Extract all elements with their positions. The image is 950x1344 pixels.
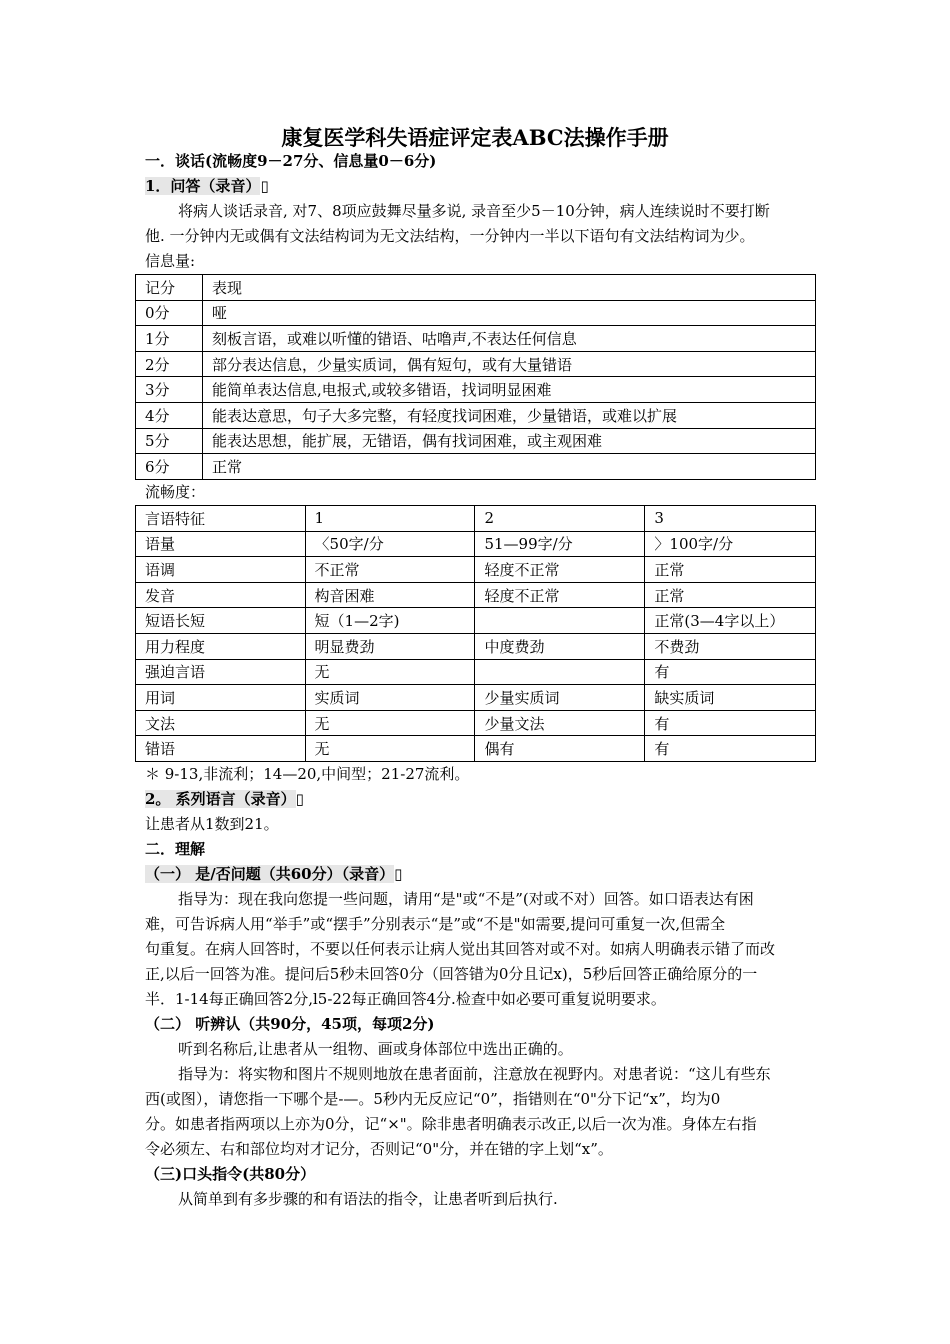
table-cell: 明显费劲 (305, 633, 475, 659)
paragraph-line: 指导为：现在我向您提一些问题，请用“是"或“不是”(对或不对）回答。如口语表达有困 (178, 890, 754, 908)
table-cell: 少量文法 (475, 710, 645, 736)
paragraph-line: 将病人谈话录音, 对7、8项应鼓舞尽量多说, 录音至少5－10分钟，病人连续说时不要打断 (178, 202, 770, 220)
table-cell: 轻度不正常 (475, 582, 645, 608)
table-row (136, 659, 816, 685)
table-row (136, 402, 816, 428)
table-cell: 无 (305, 710, 475, 736)
paragraph-line: 令必须左、右和部位均对才记分，否则记“0"分，并在错的字上划“x”。 (145, 1140, 613, 1158)
table-cell: 少量实质词 (475, 685, 645, 711)
table-row (136, 531, 816, 557)
table-cell: 6分 (136, 454, 203, 480)
paragraph-line: 听到名称后,让患者从一组物、画或身体部位中选出正确的。 (178, 1040, 573, 1058)
table-cell: 〉100字/分 (645, 531, 816, 557)
table-cell: 轻度不正常 (475, 557, 645, 583)
section-2-heading: 二．理解 (145, 840, 206, 858)
subsection-1-heading: （一） 是/否问题（共60分）（录音）▯ (145, 865, 403, 883)
paragraph-line: 西(或图），请您指一下哪个是-—。5秒内无反应记“0”，指错则在“0"分下记“x”，均为0 (145, 1090, 721, 1108)
table-row (136, 736, 816, 762)
paragraph-line: 正,以后一回答为准。提问后5秒未回答0分（回答错为0分且记x)，5秒后回答正确给原分的一 (145, 965, 758, 983)
table-cell: 用力程度 (136, 633, 306, 659)
table-cell: 有 (645, 710, 816, 736)
table-header-cell: 2 (475, 506, 645, 532)
table-row (136, 685, 816, 711)
table-row (136, 710, 816, 736)
table-cell (475, 608, 645, 634)
subsection-2-heading: （二） 听辨认（共90分，45项，每项2分) (145, 1015, 435, 1033)
table-cell: 能简单表达信息,电报式,或较多错语，找词明显困难 (203, 377, 816, 403)
paragraph-line: 句重复。在病人回答时，不要以任何表示让病人觉出其回答对或不对。如病人明确表示错了而改 (145, 940, 776, 958)
table-cell: 用词 (136, 685, 306, 711)
table-cell (475, 659, 645, 685)
table-row (136, 582, 816, 608)
table-cell: 4分 (136, 402, 203, 428)
table-cell: 能表达意思，句子大多完整，有轻度找词困难，少量错语，或难以扩展 (203, 402, 816, 428)
table-cell: 51—99字/分 (475, 531, 645, 557)
table-cell: 构音困难 (305, 582, 475, 608)
paragraph-line: 半．1-14每正确回答2分,l5-22每正确回答4分.检查中如必要可重复说明要求。 (145, 990, 666, 1008)
table-cell: 实质词 (305, 685, 475, 711)
table-row (136, 377, 816, 403)
table-header-row (136, 275, 816, 301)
table-header-cell: 1 (305, 506, 475, 532)
question-2-heading-text: 2。 系列语言（录音） (145, 790, 296, 808)
paragraph-line: 分。如患者指两项以上亦为0分，记“×"。除非患者明确表示改正,以后一次为准。身体左右指 (145, 1115, 757, 1133)
table-cell: 1分 (136, 326, 203, 352)
table-cell: 语调 (136, 557, 306, 583)
table-row (136, 326, 816, 352)
table-cell: 无 (305, 736, 475, 762)
table-cell: 不费劲 (645, 633, 816, 659)
table-cell: 〈50字/分 (305, 531, 475, 557)
table-row (136, 428, 816, 454)
paragraph-line: 从简单到有多步骤的和有语法的指令，让患者听到后执行. (178, 1190, 558, 1208)
fluency-table (135, 505, 816, 762)
section-1-heading: 一．谈话(流畅度9－27分、信息量0－6分) (145, 152, 437, 170)
table-cell: 部分表达信息，少量实质词，偶有短句，或有大量错语 (203, 351, 816, 377)
fluency-note: ＊ 9-13,非流利；14—20,中间型；21-27流利。 (145, 765, 470, 783)
table-cell: 能表达思想，能扩展，无错语，偶有找词困难，或主观困难 (203, 428, 816, 454)
table-cell: 哑 (203, 300, 816, 326)
table-header-row (136, 506, 816, 532)
paragraph-line: 难，可告诉病人用“举手”或“摆手”分别表示“是”或“不是"如需要,提问可重复一次,但需全 (145, 915, 726, 933)
table-cell: 3分 (136, 377, 203, 403)
table-cell: 正常 (645, 582, 816, 608)
table-cell: 有 (645, 659, 816, 685)
table-cell: 5分 (136, 428, 203, 454)
table-cell: 正常 (203, 454, 816, 480)
table-cell: 错语 (136, 736, 306, 762)
table-cell: 短（1—2字) (305, 608, 475, 634)
table-cell: 偶有 (475, 736, 645, 762)
table-header-cell: 记分 (136, 275, 203, 301)
table-row (136, 557, 816, 583)
table-cell: 短语长短 (136, 608, 306, 634)
question-1-heading: 1．问答（录音）▯ (145, 177, 269, 195)
table-cell: 有 (645, 736, 816, 762)
table-cell: 2分 (136, 351, 203, 377)
page-title: 康复医学科失语症评定表ABC法操作手册 (281, 125, 669, 150)
table-header-cell: 3 (645, 506, 816, 532)
paragraph-line: 让患者从1数到21。 (145, 815, 279, 833)
table-cell: 不正常 (305, 557, 475, 583)
table-row (136, 633, 816, 659)
table-cell: 发音 (136, 582, 306, 608)
table-row (136, 608, 816, 634)
info-label: 信息量: (145, 252, 196, 270)
fluency-label: 流畅度： (145, 483, 206, 501)
paragraph-line: 指导为：将实物和图片不规则地放在患者面前，注意放在视野内。对患者说：“这儿有些东 (178, 1065, 771, 1083)
table-header-cell: 言语特征 (136, 506, 306, 532)
table-row (136, 454, 816, 480)
table-header-cell: 表现 (203, 275, 816, 301)
question-2-heading: 2。 系列语言（录音）▯ (145, 790, 304, 808)
table-cell: 无 (305, 659, 475, 685)
table-row (136, 300, 816, 326)
table-row (136, 351, 816, 377)
table-cell: 强迫言语 (136, 659, 306, 685)
table-cell: 正常 (645, 557, 816, 583)
subsection-1-heading-text: （一） 是/否问题（共60分）（录音） (145, 865, 395, 883)
table-cell: 中度费劲 (475, 633, 645, 659)
question-1-heading-text: 1．问答（录音） (145, 177, 261, 195)
table-cell: 缺实质词 (645, 685, 816, 711)
subsection-3-heading: （三)口头指令(共80分） (145, 1165, 316, 1183)
table-cell: 文法 (136, 710, 306, 736)
table-cell: 刻板言语，或难以听懂的错语、咕噜声,不表达任何信息 (203, 326, 816, 352)
table-cell: 0分 (136, 300, 203, 326)
info-score-table (135, 274, 816, 480)
table-cell: 正常(3—4字以上） (645, 608, 816, 634)
paragraph-line: 他. 一分钟内无或偶有文法结构词为无文法结构，一分钟内一半以下语句有文法结构词为少。 (145, 227, 755, 245)
table-cell: 语量 (136, 531, 306, 557)
